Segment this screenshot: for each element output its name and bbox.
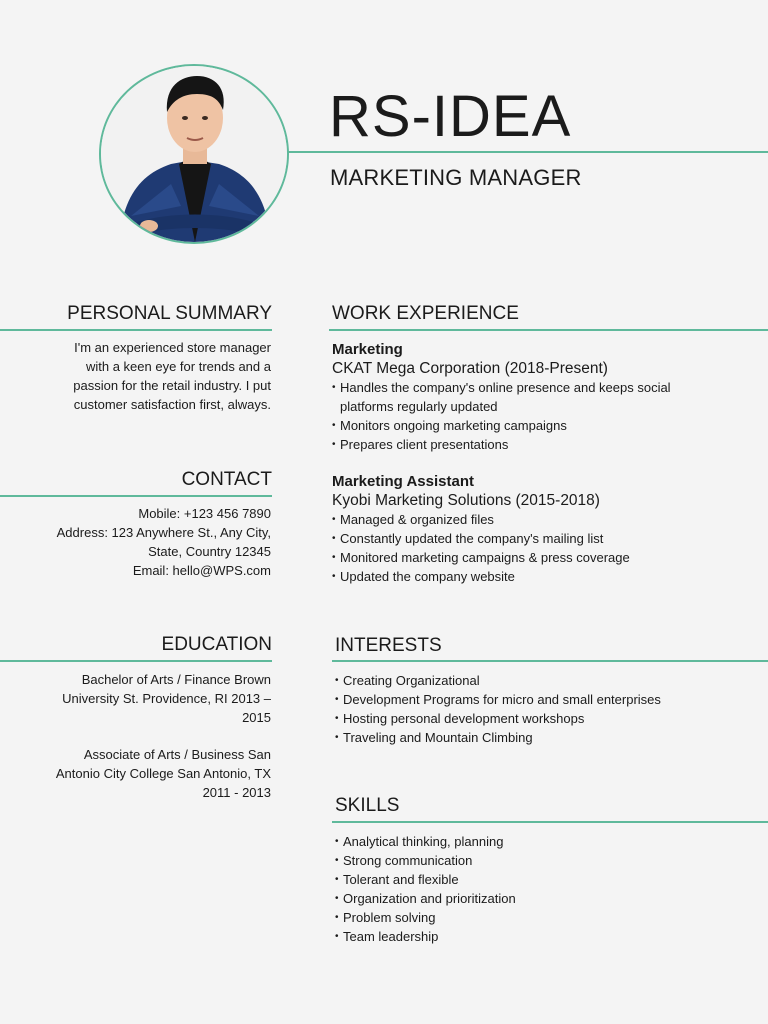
list-item: • Creating Organizational [335, 671, 755, 690]
job-entry [332, 472, 712, 586]
skills-list [335, 832, 755, 946]
education-entry: Associate of Arts / Business San Antonio City College San Antonio, TX 2011 - 2013 [55, 747, 271, 800]
interests-list [335, 671, 755, 747]
list-item: • Updated the company website [332, 567, 712, 586]
list-item: • Hosting personal development workshops [335, 709, 755, 728]
interests-rule [332, 660, 768, 662]
candidate-role: MARKETING MANAGER [330, 165, 582, 190]
list-item: • Traveling and Mountain Climbing [335, 728, 755, 747]
list-item: • Constantly updated the company's mailing list [332, 529, 712, 548]
education-heading: EDUCATION [161, 634, 272, 655]
list-item: • Monitors ongoing marketing campaigns [332, 416, 692, 435]
list-item: • Organization and prioritization [335, 889, 755, 908]
list-item: • Prepares client presentations [332, 435, 692, 454]
candidate-name: RS-IDEA [329, 84, 572, 149]
job-company: CKAT Mega Corporation (2018-Present) [332, 360, 608, 377]
contact-email: Email: hello@WPS.com [132, 563, 271, 578]
interests-heading: INTERESTS [335, 635, 442, 656]
list-item: • Handles the company's online presence and keeps social platforms regularly updated [332, 378, 692, 416]
job-bullets [332, 378, 692, 454]
profile-photo-image [101, 66, 287, 242]
job-company: Kyobi Marketing Solutions (2015-2018) [332, 492, 600, 509]
job-title: Marketing Assistant [332, 473, 474, 490]
job-title: Marketing [332, 341, 403, 358]
education-rule [0, 660, 272, 662]
contact-heading: CONTACT [181, 469, 272, 490]
list-item: • Monitored marketing campaigns & press coverage [332, 548, 712, 567]
contact-address: Address: 123 Anywhere St., Any City, State, Country 12345 [56, 525, 271, 559]
contact-rule [0, 495, 272, 497]
list-item: • Team leadership [335, 927, 755, 946]
work-experience-heading: WORK EXPERIENCE [332, 303, 519, 324]
list-item: • Managed & organized files [332, 510, 712, 529]
list-item: • Development Programs for micro and small enterprises [335, 690, 755, 709]
contact-details [0, 504, 271, 580]
profile-photo [99, 64, 289, 244]
personal-summary-text: I'm an experienced store manager with a keen eye for trends and a passion for the retail industry. I put customer satisfaction first, always. [73, 340, 271, 412]
contact-mobile: Mobile: +123 456 7890 [138, 506, 271, 521]
skills-rule [332, 821, 768, 823]
education-entry: Bachelor of Arts / Finance Brown University St. Providence, RI 2013 – 2015 [62, 672, 271, 725]
job-entry [332, 340, 712, 454]
list-item: • Analytical thinking, planning [335, 832, 755, 851]
personal-summary-rule [0, 329, 272, 331]
skills-heading: SKILLS [335, 795, 400, 816]
list-item: • Problem solving [335, 908, 755, 927]
list-item: • Tolerant and flexible [335, 870, 755, 889]
work-experience-rule [329, 329, 768, 331]
list-item: • Strong communication [335, 851, 755, 870]
personal-summary-heading: PERSONAL SUMMARY [67, 303, 272, 324]
job-bullets [332, 510, 712, 586]
